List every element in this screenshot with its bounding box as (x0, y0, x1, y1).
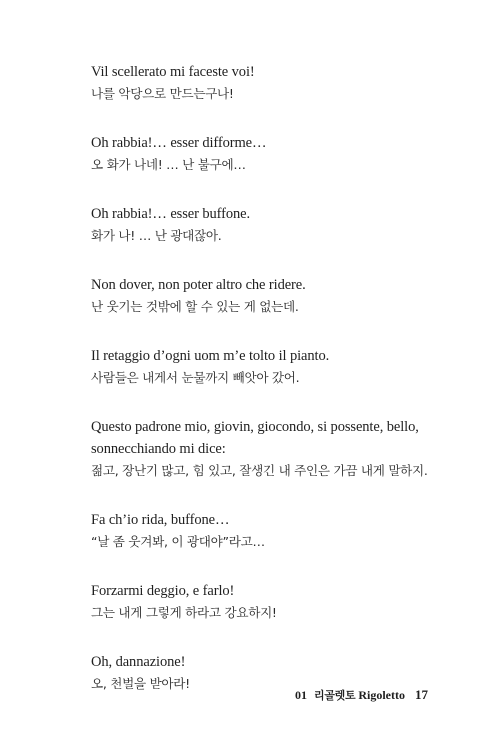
italian-line: Forzarmi deggio, e farlo! (91, 583, 235, 599)
korean-translation: 사람들은 내게서 눈물까지 빼앗아 갔어. (91, 370, 300, 385)
chapter-title-italian: Rigoletto (358, 688, 405, 702)
italian-line: Oh rabbia!… esser buffone. (91, 206, 250, 222)
italian-line: Oh, dannazione! (91, 654, 186, 670)
page-content (91, 61, 451, 722)
korean-translation: 오, 천벌을 받아라! (91, 676, 190, 691)
korean-translation: 나를 악당으로 만드는구나! (91, 86, 234, 101)
korean-translation: 오 화가 나네! … 난 불구에… (91, 157, 246, 172)
italian-line: Non dover, non poter altro che ridere. (91, 277, 306, 293)
korean-translation: 난 웃기는 것밖에 할 수 있는 게 없는데. (91, 299, 299, 314)
italian-line: Oh rabbia!… esser difforme… (91, 135, 267, 151)
stanza (91, 580, 451, 624)
running-footer (295, 687, 428, 703)
stanza (91, 132, 451, 176)
stanza (91, 416, 451, 482)
italian-line: Fa ch’io rida, buffone… (91, 512, 230, 528)
italian-line: sonnecchiando mi dice: (91, 441, 226, 457)
chapter-number: 01 (295, 688, 308, 702)
stanza (91, 509, 451, 553)
stanza (91, 274, 451, 318)
italian-line: Vil scellerato mi faceste voi! (91, 64, 255, 80)
korean-translation: 화가 나! … 난 광대잖아. (91, 228, 222, 243)
page-number: 17 (415, 687, 428, 702)
stanza (91, 61, 451, 105)
korean-translation: “날 좀 웃겨봐, 이 광대야”라고… (91, 534, 265, 549)
chapter-title-korean: 리골렛토 (314, 689, 356, 702)
italian-line: Questo padrone mio, giovin, giocondo, si possente, bello, (91, 419, 419, 435)
korean-translation: 젊고, 장난기 많고, 힘 있고, 잘생긴 내 주인은 가끔 내게 말하지. (91, 463, 428, 478)
stanza (91, 203, 451, 247)
stanza (91, 345, 451, 389)
italian-line: Il retaggio d’ogni uom m’e tolto il pianto. (91, 348, 330, 364)
korean-translation: 그는 내게 그렇게 하라고 강요하지! (91, 605, 277, 620)
